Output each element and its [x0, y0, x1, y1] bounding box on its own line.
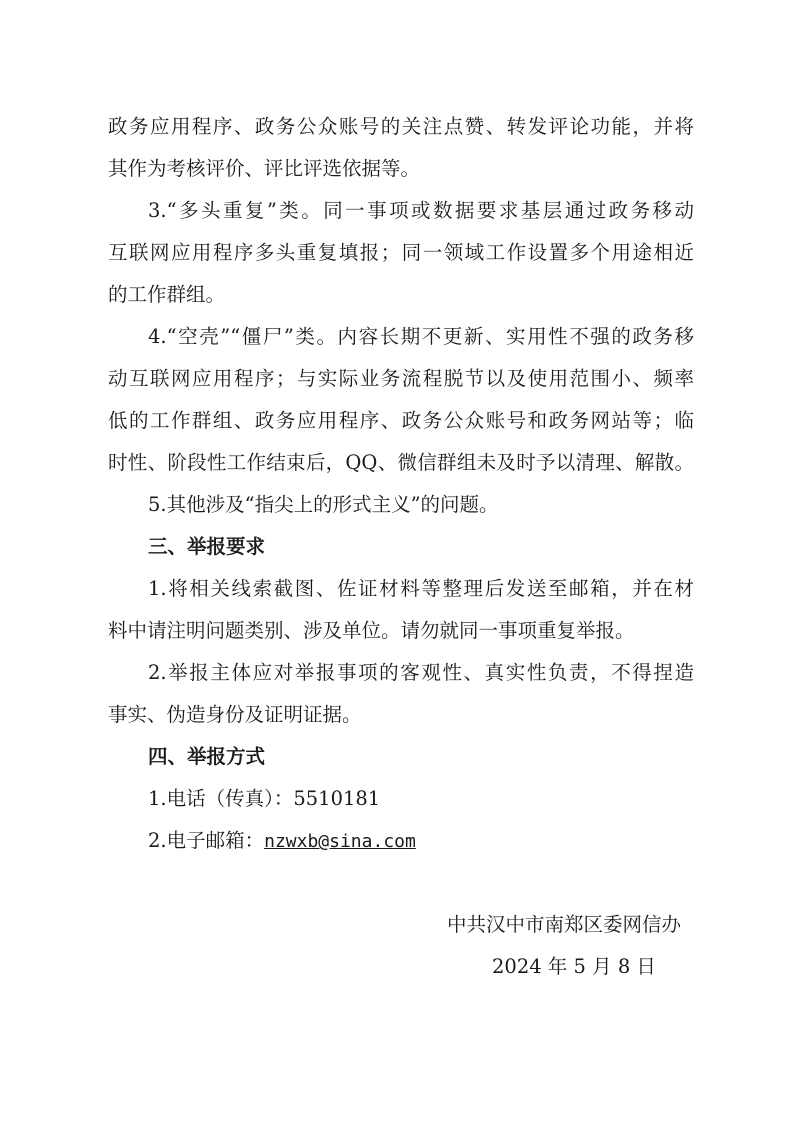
- paragraph-line: 5.其他涉及“指尖上的形式主义”的问题。: [148, 493, 499, 516]
- paragraph-line: 事实、伪造身份及证明证据。: [108, 703, 362, 726]
- phone-label: 1.电话（传真）：: [148, 787, 294, 810]
- paragraph-line: 政务应用程序、政务公众账号的关注点赞、转发评论功能，并将: [108, 115, 694, 138]
- paragraph-line: 3.“多头重复”类。同一事项或数据要求基层通过政务移动: [148, 199, 694, 222]
- signature-date: 2024 年 5 月 8 日: [492, 955, 656, 978]
- phone-number: 5510181: [293, 787, 381, 810]
- paragraph-line: 互联网应用程序多头重复填报；同一领域工作设置多个用途相近: [108, 241, 694, 264]
- contact-email: [148, 827, 416, 856]
- email-link[interactable]: nzwxb@sina.com: [264, 831, 416, 852]
- section-heading: 四、举报方式: [148, 745, 266, 768]
- paragraph-line: 低的工作群组、政务应用程序、政务公众账号和政务网站等；临: [108, 409, 694, 432]
- paragraph-line: 4.“空壳”“僵尸”类。内容长期不更新、实用性不强的政务移: [148, 325, 694, 348]
- paragraph-line: 料中请注明问题类别、涉及单位。请勿就同一事项重复举报。: [108, 619, 635, 642]
- paragraph-line: 时性、阶段性工作结束后，QQ、微信群组未及时予以清理、解散。: [108, 451, 694, 474]
- paragraph-line: 其作为考核评价、评比评选依据等。: [108, 157, 421, 180]
- section-heading: 三、举报要求: [148, 535, 266, 558]
- email-label: 2.电子邮箱：: [148, 829, 265, 852]
- paragraph-line: 的工作群组。: [108, 283, 226, 306]
- paragraph-line: 2.举报主体应对举报事项的客观性、真实性负责，不得捏造: [148, 661, 694, 684]
- paragraph-line: 1.将相关线索截图、佐证材料等整理后发送至邮箱，并在材: [148, 577, 694, 600]
- signature-org: 中共汉中市南郑区委网信办: [447, 913, 682, 936]
- paragraph-line: 动互联网应用程序；与实际业务流程脱节以及使用范围小、频率: [108, 367, 694, 390]
- contact-phone: [148, 785, 380, 813]
